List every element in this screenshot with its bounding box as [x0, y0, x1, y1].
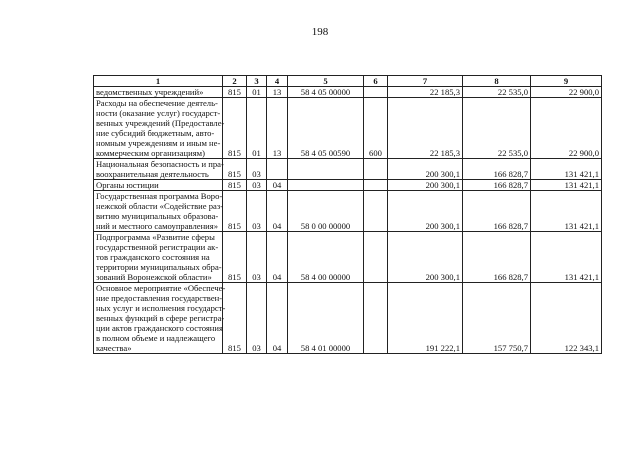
cell-vr: 600	[364, 98, 388, 159]
cell-csr: 58 4 00 00000	[288, 232, 364, 283]
name-line: качества»	[96, 343, 132, 353]
cell-rz: 01	[247, 87, 267, 98]
name-line: ний и местного самоуправления»	[96, 221, 219, 231]
cell-csr	[288, 180, 364, 191]
row-name	[94, 98, 223, 159]
cell-csr: 58 4 01 00000	[288, 283, 364, 354]
header-row	[94, 76, 602, 87]
name-line: венных учреждений (Предоставле-	[96, 118, 225, 128]
cell-rz: 03	[247, 180, 267, 191]
cell-vr	[364, 283, 388, 354]
name-line: Подпрограмма «Развитие сферы	[96, 232, 215, 242]
cell-amount-3: 131 421,1	[531, 232, 602, 283]
name-line: номным учреждениям и иным не-	[96, 138, 221, 148]
name-line: Расходы на обеспечение деятель-	[96, 98, 218, 108]
cell-pr: 04	[267, 180, 288, 191]
cell-amount-2: 166 828,7	[463, 159, 531, 180]
cell-rz: 01	[247, 98, 267, 159]
name-line: ние предоставления государствен-	[96, 293, 223, 303]
cell-pr	[267, 159, 288, 180]
cell-ved: 815	[223, 87, 247, 98]
cell-csr: 58 0 00 00000	[288, 191, 364, 232]
name-line: Национальная безопасность и пра-	[96, 159, 224, 169]
cell-amount-3: 131 421,1	[531, 180, 602, 191]
col-header: 8	[463, 76, 531, 87]
cell-amount-3: 22 900,0	[531, 98, 602, 159]
cell-amount-3: 131 421,1	[531, 191, 602, 232]
cell-amount-1: 200 300,1	[388, 180, 463, 191]
table-row	[94, 87, 602, 98]
col-header: 9	[531, 76, 602, 87]
cell-amount-1: 200 300,1	[388, 232, 463, 283]
cell-amount-1: 200 300,1	[388, 159, 463, 180]
name-line: территории муниципальных обра-	[96, 262, 222, 272]
cell-amount-2: 157 750,7	[463, 283, 531, 354]
name-line: государственной регистрации ак-	[96, 242, 219, 252]
cell-amount-2: 166 828,7	[463, 191, 531, 232]
cell-pr: 04	[267, 283, 288, 354]
name-line: Органы юстиции	[96, 180, 159, 190]
page-number: 198	[311, 26, 329, 38]
name-line: тов гражданского состояния на	[96, 252, 210, 262]
cell-vr	[364, 87, 388, 98]
name-line: нежской области «Содействие раз-	[96, 201, 224, 211]
cell-amount-2: 166 828,7	[463, 180, 531, 191]
name-line: ведомственных учреждений»	[96, 87, 204, 97]
col-header: 3	[247, 76, 267, 87]
cell-pr: 04	[267, 191, 288, 232]
cell-vr	[364, 159, 388, 180]
name-line: ности (оказание услуг) государст-	[96, 108, 221, 118]
cell-rz: 03	[247, 283, 267, 354]
cell-csr: 58 4 05 00000	[288, 87, 364, 98]
col-header: 7	[388, 76, 463, 87]
col-header: 6	[364, 76, 388, 87]
cell-amount-1: 191 222,1	[388, 283, 463, 354]
cell-amount-1: 22 185,3	[388, 98, 463, 159]
table-row	[94, 191, 602, 232]
cell-vr	[364, 232, 388, 283]
name-line: ных услуг и исполнения государст-	[96, 303, 226, 313]
cell-rz: 03	[247, 232, 267, 283]
cell-pr: 04	[267, 232, 288, 283]
cell-ved: 815	[223, 232, 247, 283]
table-row	[94, 159, 602, 180]
cell-amount-3: 131 421,1	[531, 159, 602, 180]
name-line: Государственная программа Воро-	[96, 191, 223, 201]
budget-table	[93, 75, 602, 354]
cell-ved: 815	[223, 191, 247, 232]
cell-amount-3: 122 343,1	[531, 283, 602, 354]
row-name	[94, 232, 223, 283]
name-line: Основное мероприятие «Обеспече-	[96, 283, 226, 293]
cell-amount-2: 22 535,0	[463, 98, 531, 159]
row-name	[94, 191, 223, 232]
row-name	[94, 180, 223, 191]
cell-ved: 815	[223, 98, 247, 159]
cell-pr: 13	[267, 87, 288, 98]
cell-csr	[288, 159, 364, 180]
table-row	[94, 232, 602, 283]
cell-ved: 815	[223, 180, 247, 191]
cell-vr	[364, 180, 388, 191]
col-header: 2	[223, 76, 247, 87]
table-row	[94, 283, 602, 354]
cell-rz: 03	[247, 159, 267, 180]
name-line: коммерческим организациям)	[96, 148, 205, 158]
row-name	[94, 283, 226, 354]
cell-csr: 58 4 05 00590	[288, 98, 364, 159]
table-row	[94, 180, 602, 191]
row-name	[94, 159, 223, 180]
row-name	[94, 87, 223, 98]
name-line: ние субсидий бюджетным, авто-	[96, 128, 215, 138]
cell-amount-1: 200 300,1	[388, 191, 463, 232]
col-header: 1	[94, 76, 223, 87]
cell-vr	[364, 191, 388, 232]
cell-rz: 03	[247, 191, 267, 232]
name-line: воохранительная деятельность	[96, 169, 209, 179]
name-line: в полном объеме и надлежащего	[96, 333, 216, 343]
name-line: ции актов гражданского состояния	[96, 323, 223, 333]
col-header: 4	[267, 76, 288, 87]
cell-amount-3: 22 900,0	[531, 87, 602, 98]
cell-ved: 815	[223, 159, 247, 180]
name-line: витию муниципальных образова-	[96, 211, 219, 221]
name-line: зований Воронежской области»	[96, 272, 212, 282]
table-row	[94, 98, 602, 159]
col-header: 5	[288, 76, 364, 87]
cell-amount-2: 22 535,0	[463, 87, 531, 98]
name-line: венных функций в сфере регистра-	[96, 313, 225, 323]
cell-pr: 13	[267, 98, 288, 159]
cell-amount-1: 22 185,3	[388, 87, 463, 98]
cell-amount-2: 166 828,7	[463, 232, 531, 283]
cell-ved: 815	[223, 283, 247, 354]
